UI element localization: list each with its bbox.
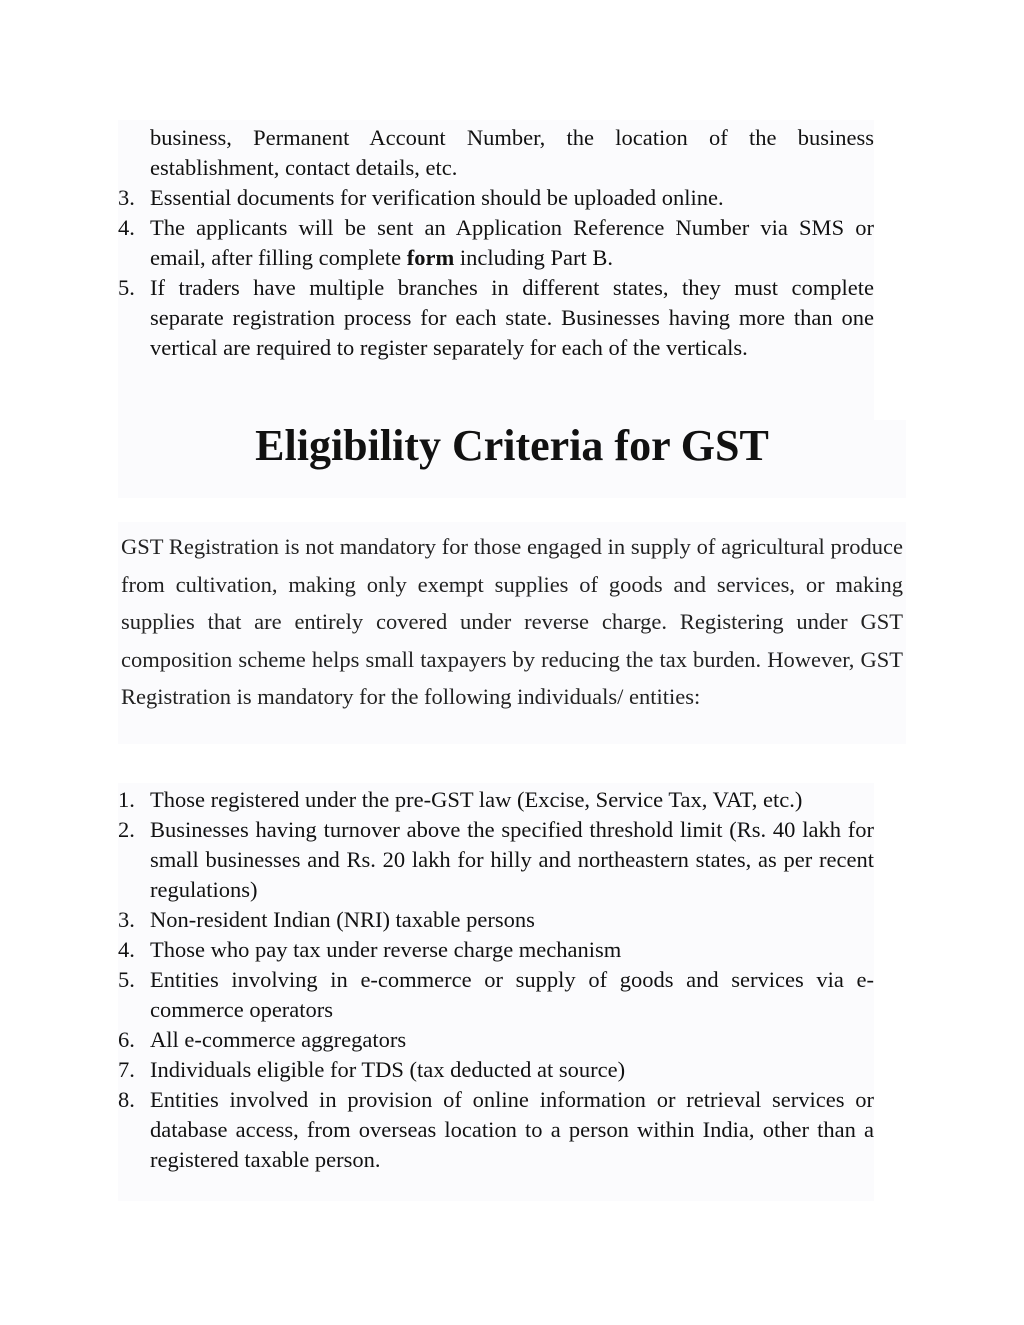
registration-steps-list <box>118 120 874 420</box>
list-item-number: 1. <box>118 787 135 812</box>
list-item-number: 5. <box>118 967 135 992</box>
list-item-text: Those registered under the pre-GST law (Excise, Service Tax, VAT, etc.) <box>150 787 803 812</box>
list-item <box>118 273 874 363</box>
list-item-number: 4. <box>118 937 135 962</box>
list-item-number: 7. <box>118 1057 135 1082</box>
list-item-number: 6. <box>118 1027 135 1052</box>
section-heading-block <box>118 420 906 498</box>
list-item <box>118 965 874 1025</box>
list-item-number: 3. <box>118 185 135 210</box>
section-paragraph-block <box>118 522 906 744</box>
list-item-number: 5. <box>118 275 135 300</box>
eligibility-list <box>118 783 874 1201</box>
list-item <box>118 815 874 905</box>
list-item-text: Entities involving in e-commerce or supply of goods and services via e-commerce operators <box>150 967 874 1022</box>
list-item <box>118 1085 874 1175</box>
list-item-text-after: including Part B. <box>454 245 614 270</box>
list-item-number: 8. <box>118 1087 135 1112</box>
list-item-text: Those who pay tax under reverse charge mechanism <box>150 937 622 962</box>
eligibility-items <box>118 783 874 1175</box>
list-item <box>118 183 874 213</box>
list-item-text: If traders have multiple branches in different states, they must complete separate registration process for each state. Businesses having more than one vertical are required to register separately for each of the verticals. <box>150 275 874 360</box>
list-item-text: Non-resident Indian (NRI) taxable persons <box>150 907 535 932</box>
section-heading: Eligibility Criteria for GST <box>255 421 769 470</box>
list-item <box>118 935 874 965</box>
list-item <box>118 1025 874 1055</box>
section-paragraph: GST Registration is not mandatory for those engaged in supply of agricultural produce from cultivation, making only exempt supplies of goods and services, or making supplies that are entirely covered under reverse charge. Registering under GST composition scheme helps small taxpayers by reducing the tax burden. However, GST Registration is mandatory for the following individuals/ entities: <box>121 534 903 709</box>
list-item-text: Individuals eligible for TDS (tax deducted at source) <box>150 1057 626 1082</box>
list-item-text: All e-commerce aggregators <box>150 1027 407 1052</box>
list-item <box>118 213 874 273</box>
list-item-text: Businesses having turnover above the specified threshold limit (Rs. 40 lakh for small businesses and Rs. 20 lakh for hilly and northeastern states, as per recent regulations) <box>150 817 874 902</box>
list-item-number: 4. <box>118 215 135 240</box>
list-item-number: 2. <box>118 817 135 842</box>
list-item-number: 3. <box>118 907 135 932</box>
list-item-text: Essential documents for verification should be uploaded online. <box>150 185 724 210</box>
registration-steps-items <box>118 183 874 363</box>
list-item-text: Entities involved in provision of online information or retrieval services or database access, from overseas location to a person within India, other than a registered taxable person. <box>150 1087 874 1172</box>
list-item-text: The applicants will be sent an Application Reference Number via SMS or email, after filling complete <box>150 215 874 270</box>
list-item <box>118 905 874 935</box>
list-item-bold-text: form <box>406 245 455 270</box>
list-item <box>118 1055 874 1085</box>
list-item-continuation: business, Permanent Account Number, the location of the business establishment, contact details, etc. <box>150 125 874 180</box>
list-item <box>118 785 874 815</box>
